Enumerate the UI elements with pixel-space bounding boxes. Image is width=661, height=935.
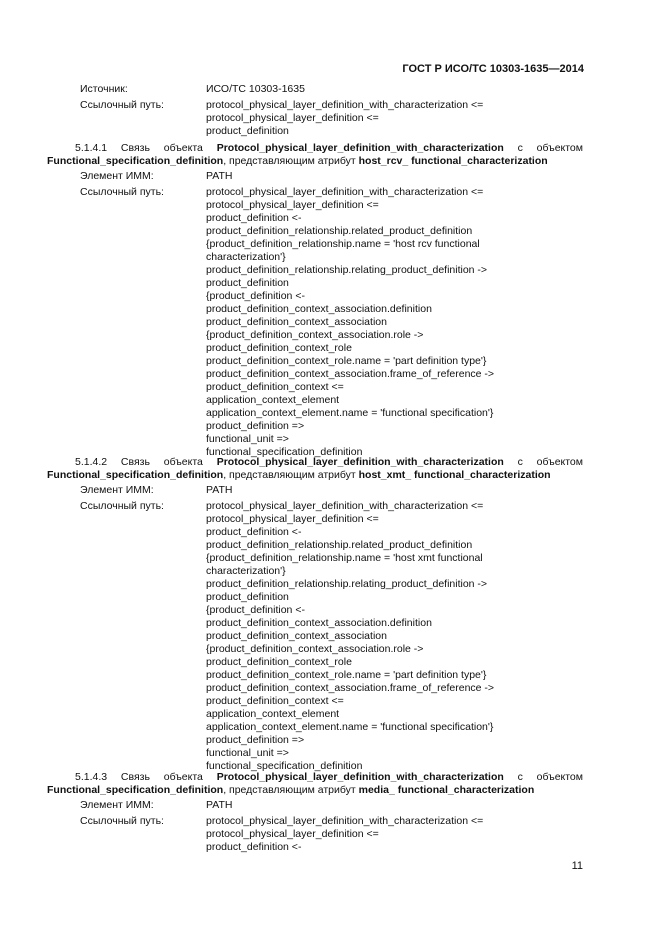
ref-row bbox=[0, 617, 661, 630]
ref-line: product_definition_context_role bbox=[206, 342, 352, 354]
section-5-1-4-2 bbox=[0, 456, 661, 773]
ref-row bbox=[0, 420, 661, 433]
ref-row bbox=[0, 578, 661, 591]
ref-line: product_definition bbox=[206, 277, 289, 289]
ref-row bbox=[0, 591, 661, 604]
ref-row bbox=[0, 212, 661, 225]
heading-word: с bbox=[517, 456, 523, 468]
ref-line: product_definition_relationship.relating_product_definition -> bbox=[206, 264, 488, 276]
ref-row bbox=[0, 290, 661, 303]
ref-line: product_definition_relationship.relating_product_definition -> bbox=[206, 578, 488, 590]
ref-row bbox=[0, 552, 661, 565]
ref-row bbox=[0, 407, 661, 420]
ref-row bbox=[0, 841, 661, 854]
source-entity: Protocol_physical_layer_definition_with_characterization bbox=[216, 456, 504, 468]
page-number: 11 bbox=[571, 860, 583, 872]
section-heading bbox=[0, 142, 661, 168]
section-number: 5.1.4.1 bbox=[75, 142, 108, 154]
ref-row bbox=[0, 513, 661, 526]
heading-line-1 bbox=[75, 771, 583, 784]
source-label: Источник: bbox=[80, 83, 128, 95]
heading-line-2 bbox=[47, 155, 661, 168]
ref-line: protocol_physical_layer_definition_with_characterization <= bbox=[206, 99, 484, 111]
document-header: ГОСТ Р ИСО/ТС 10303-1635—2014 bbox=[402, 63, 584, 75]
heading-line-1 bbox=[75, 456, 583, 469]
ref-row bbox=[0, 355, 661, 368]
ref-row bbox=[0, 112, 661, 125]
attribute-name: host_rcv_ functional_characterization bbox=[358, 155, 548, 167]
ref-line: {product_definition_relationship.name = 'host rcv functional bbox=[206, 238, 480, 250]
element-row bbox=[0, 799, 661, 812]
ref-row bbox=[0, 734, 661, 747]
ref-row bbox=[0, 695, 661, 708]
ref-line: product_definition_context_association.definition bbox=[206, 303, 432, 315]
ref-line: application_context_element.name = 'functional specification'} bbox=[206, 407, 494, 419]
element-row bbox=[0, 170, 661, 183]
ref-line: product_definition_context <= bbox=[206, 695, 344, 707]
ref-line: product_definition_context_association bbox=[206, 316, 387, 328]
element-label: Элемент ИММ: bbox=[80, 799, 154, 811]
ref-line: {product_definition_context_association.role -> bbox=[206, 643, 424, 655]
ref-line: product_definition bbox=[206, 125, 289, 137]
ref-line: product_definition_relationship.related_product_definition bbox=[206, 539, 473, 551]
ref-row bbox=[0, 604, 661, 617]
top-block bbox=[0, 83, 661, 138]
ref-row bbox=[0, 225, 661, 238]
ref-row bbox=[0, 251, 661, 264]
ref-line: application_context_element.name = 'functional specification'} bbox=[206, 721, 494, 733]
section-5-1-4-3 bbox=[0, 771, 661, 854]
ref-line: protocol_physical_layer_definition <= bbox=[206, 828, 379, 840]
ref-row bbox=[0, 199, 661, 212]
element-value: PATH bbox=[206, 484, 233, 496]
heading-word: объекта bbox=[163, 771, 203, 783]
ref-line: product_definition => bbox=[206, 734, 305, 746]
ref-row bbox=[0, 316, 661, 329]
ref-row bbox=[0, 565, 661, 578]
ref-line: {product_definition <- bbox=[206, 290, 305, 302]
ref-row bbox=[0, 433, 661, 446]
ref-row bbox=[0, 656, 661, 669]
element-label: Элемент ИММ: bbox=[80, 484, 154, 496]
ref-line: functional_specification_definition bbox=[206, 446, 363, 458]
ref-line: product_definition <- bbox=[206, 841, 302, 853]
heading-line-2 bbox=[47, 469, 661, 482]
ref-row bbox=[0, 669, 661, 682]
source-row bbox=[0, 83, 661, 96]
ref-line: product_definition_context_association.frame_of_reference -> bbox=[206, 368, 495, 380]
ref-row bbox=[0, 277, 661, 290]
heading-word: объектом bbox=[536, 771, 583, 783]
ref-row bbox=[0, 682, 661, 695]
section-number: 5.1.4.2 bbox=[75, 456, 108, 468]
ref-row bbox=[0, 721, 661, 734]
ref-line: product_definition_relationship.related_product_definition bbox=[206, 225, 473, 237]
element-row bbox=[0, 484, 661, 497]
target-entity: Functional_specification_definition bbox=[47, 155, 224, 167]
section-heading bbox=[0, 456, 661, 482]
target-entity: Functional_specification_definition bbox=[47, 784, 224, 796]
heading-connector: , представляющим атрибут bbox=[223, 784, 359, 796]
ref-line: characterization'} bbox=[206, 251, 286, 263]
ref-label: Ссылочный путь: bbox=[80, 186, 164, 198]
section-5-1-4-1 bbox=[0, 142, 661, 459]
attribute-name: media_ functional_characterization bbox=[358, 784, 535, 796]
ref-row bbox=[0, 747, 661, 760]
ref-line: functional_unit => bbox=[206, 747, 289, 759]
ref-line: application_context_element bbox=[206, 394, 340, 406]
ref-row bbox=[0, 368, 661, 381]
element-value: PATH bbox=[206, 170, 233, 182]
ref-row bbox=[0, 708, 661, 721]
ref-row bbox=[0, 99, 661, 112]
ref-line: product_definition_context_role.name = 'part definition type'} bbox=[206, 355, 487, 367]
ref-row bbox=[0, 500, 661, 513]
ref-line: functional_specification_definition bbox=[206, 760, 363, 772]
ref-row bbox=[0, 329, 661, 342]
ref-label: Ссылочный путь: bbox=[80, 815, 164, 827]
heading-word: объектом bbox=[536, 456, 583, 468]
ref-line: functional_unit => bbox=[206, 433, 289, 445]
ref-line: protocol_physical_layer_definition_with_characterization <= bbox=[206, 815, 484, 827]
ref-line: product_definition <- bbox=[206, 212, 302, 224]
section-number: 5.1.4.3 bbox=[75, 771, 108, 783]
ref-line: product_definition_context_role.name = 'part definition type'} bbox=[206, 669, 487, 681]
ref-line: protocol_physical_layer_definition <= bbox=[206, 513, 379, 525]
heading-connector: , представляющим атрибут bbox=[223, 469, 359, 481]
heading-word: Связь bbox=[120, 142, 150, 154]
ref-row bbox=[0, 238, 661, 251]
attribute-name: host_xmt_ functional_characterization bbox=[358, 469, 551, 481]
ref-row bbox=[0, 186, 661, 199]
ref-line: protocol_physical_layer_definition_with_characterization <= bbox=[206, 500, 484, 512]
heading-word: объекта bbox=[163, 456, 203, 468]
target-entity: Functional_specification_definition bbox=[47, 469, 224, 481]
heading-word: объектом bbox=[536, 142, 583, 154]
heading-line-1 bbox=[75, 142, 583, 155]
heading-word: Связь bbox=[120, 456, 150, 468]
ref-row bbox=[0, 264, 661, 277]
ref-line: application_context_element bbox=[206, 708, 340, 720]
ref-line: {product_definition <- bbox=[206, 604, 305, 616]
ref-row bbox=[0, 643, 661, 656]
ref-line: protocol_physical_layer_definition <= bbox=[206, 112, 379, 124]
heading-word: с bbox=[517, 142, 523, 154]
ref-row bbox=[0, 630, 661, 643]
ref-row bbox=[0, 125, 661, 138]
element-label: Элемент ИММ: bbox=[80, 170, 154, 182]
ref-row bbox=[0, 526, 661, 539]
heading-word: Связь bbox=[120, 771, 150, 783]
ref-label: Ссылочный путь: bbox=[80, 500, 164, 512]
source-entity: Protocol_physical_layer_definition_with_characterization bbox=[216, 771, 504, 783]
heading-line-2 bbox=[47, 784, 661, 797]
heading-word: с bbox=[517, 771, 523, 783]
ref-line: product_definition bbox=[206, 591, 289, 603]
heading-word: объекта bbox=[163, 142, 203, 154]
section-heading bbox=[0, 771, 661, 797]
ref-row bbox=[0, 815, 661, 828]
ref-line: product_definition_context_association bbox=[206, 630, 387, 642]
ref-row bbox=[0, 539, 661, 552]
ref-line: protocol_physical_layer_definition_with_characterization <= bbox=[206, 186, 484, 198]
ref-row bbox=[0, 303, 661, 316]
ref-row bbox=[0, 394, 661, 407]
source-value: ИСО/ТС 10303-1635 bbox=[206, 83, 305, 95]
element-value: PATH bbox=[206, 799, 233, 811]
ref-line: {product_definition_context_association.role -> bbox=[206, 329, 424, 341]
ref-line: product_definition_context_association.frame_of_reference -> bbox=[206, 682, 495, 694]
ref-line: product_definition_context_association.definition bbox=[206, 617, 432, 629]
source-entity: Protocol_physical_layer_definition_with_characterization bbox=[216, 142, 504, 154]
ref-line: characterization'} bbox=[206, 565, 286, 577]
ref-row bbox=[0, 828, 661, 841]
ref-line: product_definition <- bbox=[206, 526, 302, 538]
heading-connector: , представляющим атрибут bbox=[223, 155, 359, 167]
ref-line: {product_definition_relationship.name = 'host xmt functional bbox=[206, 552, 483, 564]
ref-line: product_definition_context <= bbox=[206, 381, 344, 393]
ref-line: product_definition_context_role bbox=[206, 656, 352, 668]
ref-row bbox=[0, 342, 661, 355]
ref-line: product_definition => bbox=[206, 420, 305, 432]
ref-line: protocol_physical_layer_definition <= bbox=[206, 199, 379, 211]
ref-label: Ссылочный путь: bbox=[80, 99, 164, 111]
ref-row bbox=[0, 381, 661, 394]
